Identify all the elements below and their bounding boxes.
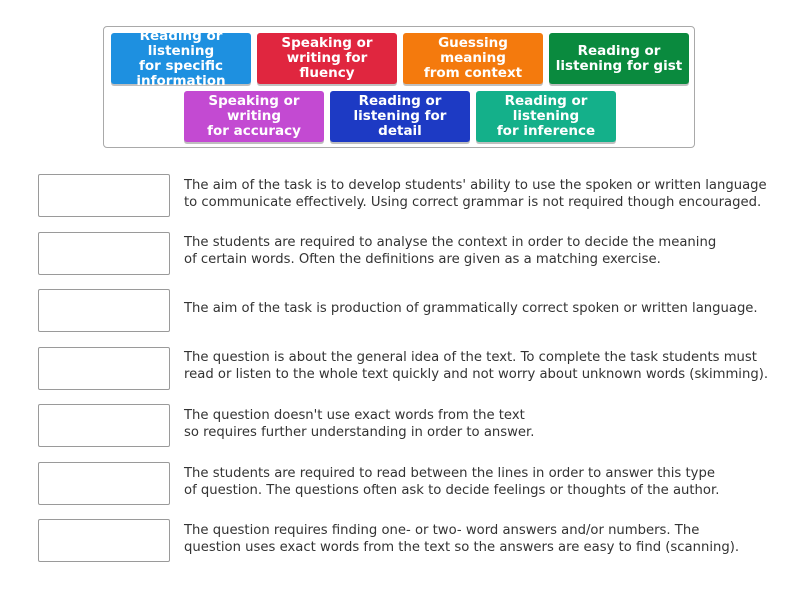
clue-text-6: The students are required to read between the lines in order to answer this type of question. The questions often ask to decide feelings or thoughts of the author.: [184, 466, 720, 498]
drop-slot-4[interactable]: [38, 347, 170, 390]
drop-slot-6[interactable]: [38, 462, 170, 505]
drop-slot-3[interactable]: [38, 289, 170, 332]
tile-reading-listening-specific-information[interactable]: Reading or listening for specific information: [111, 33, 251, 84]
tile-guessing-meaning-context[interactable]: Guessing meaning from context: [403, 33, 543, 84]
drop-slot-7[interactable]: [38, 519, 170, 562]
clue-text-3: The aim of the task is production of grammatically correct spoken or written language.: [184, 301, 758, 316]
tile-speaking-writing-fluency[interactable]: Speaking or writing for fluency: [257, 33, 397, 84]
clue-text-4: The question is about the general idea of the text. To complete the task students must read or listen to the whole text quickly and not worry about unknown words (skimming).: [184, 350, 769, 382]
clue-text-7: The question requires finding one- or two- word answers and/or numbers. The question uses exact words from the text so the answers are easy to find (scanning).: [184, 523, 740, 555]
tile-speaking-writing-accuracy[interactable]: Speaking or writing for accuracy: [184, 91, 324, 142]
tile-reading-listening-detail[interactable]: Reading or listening for detail: [330, 91, 470, 142]
drop-slot-2[interactable]: [38, 232, 170, 275]
tile-reading-listening-gist[interactable]: Reading or listening for gist: [549, 33, 689, 84]
tile-reading-listening-inference[interactable]: Reading or listening for inference: [476, 91, 616, 142]
clue-text-5: The question doesn't use exact words from the text so requires further understanding in order to answer.: [184, 408, 535, 440]
clue-text-1: The aim of the task is to develop students' ability to use the spoken or written language to communicate effectively. Using correct grammar is not required though encouraged.: [184, 178, 767, 210]
drop-slot-5[interactable]: [38, 404, 170, 447]
clue-text-2: The students are required to analyse the context in order to decide the meaning of certain words. Often the definitions are given as a matching exercise.: [184, 235, 717, 267]
drop-slot-1[interactable]: [38, 174, 170, 217]
